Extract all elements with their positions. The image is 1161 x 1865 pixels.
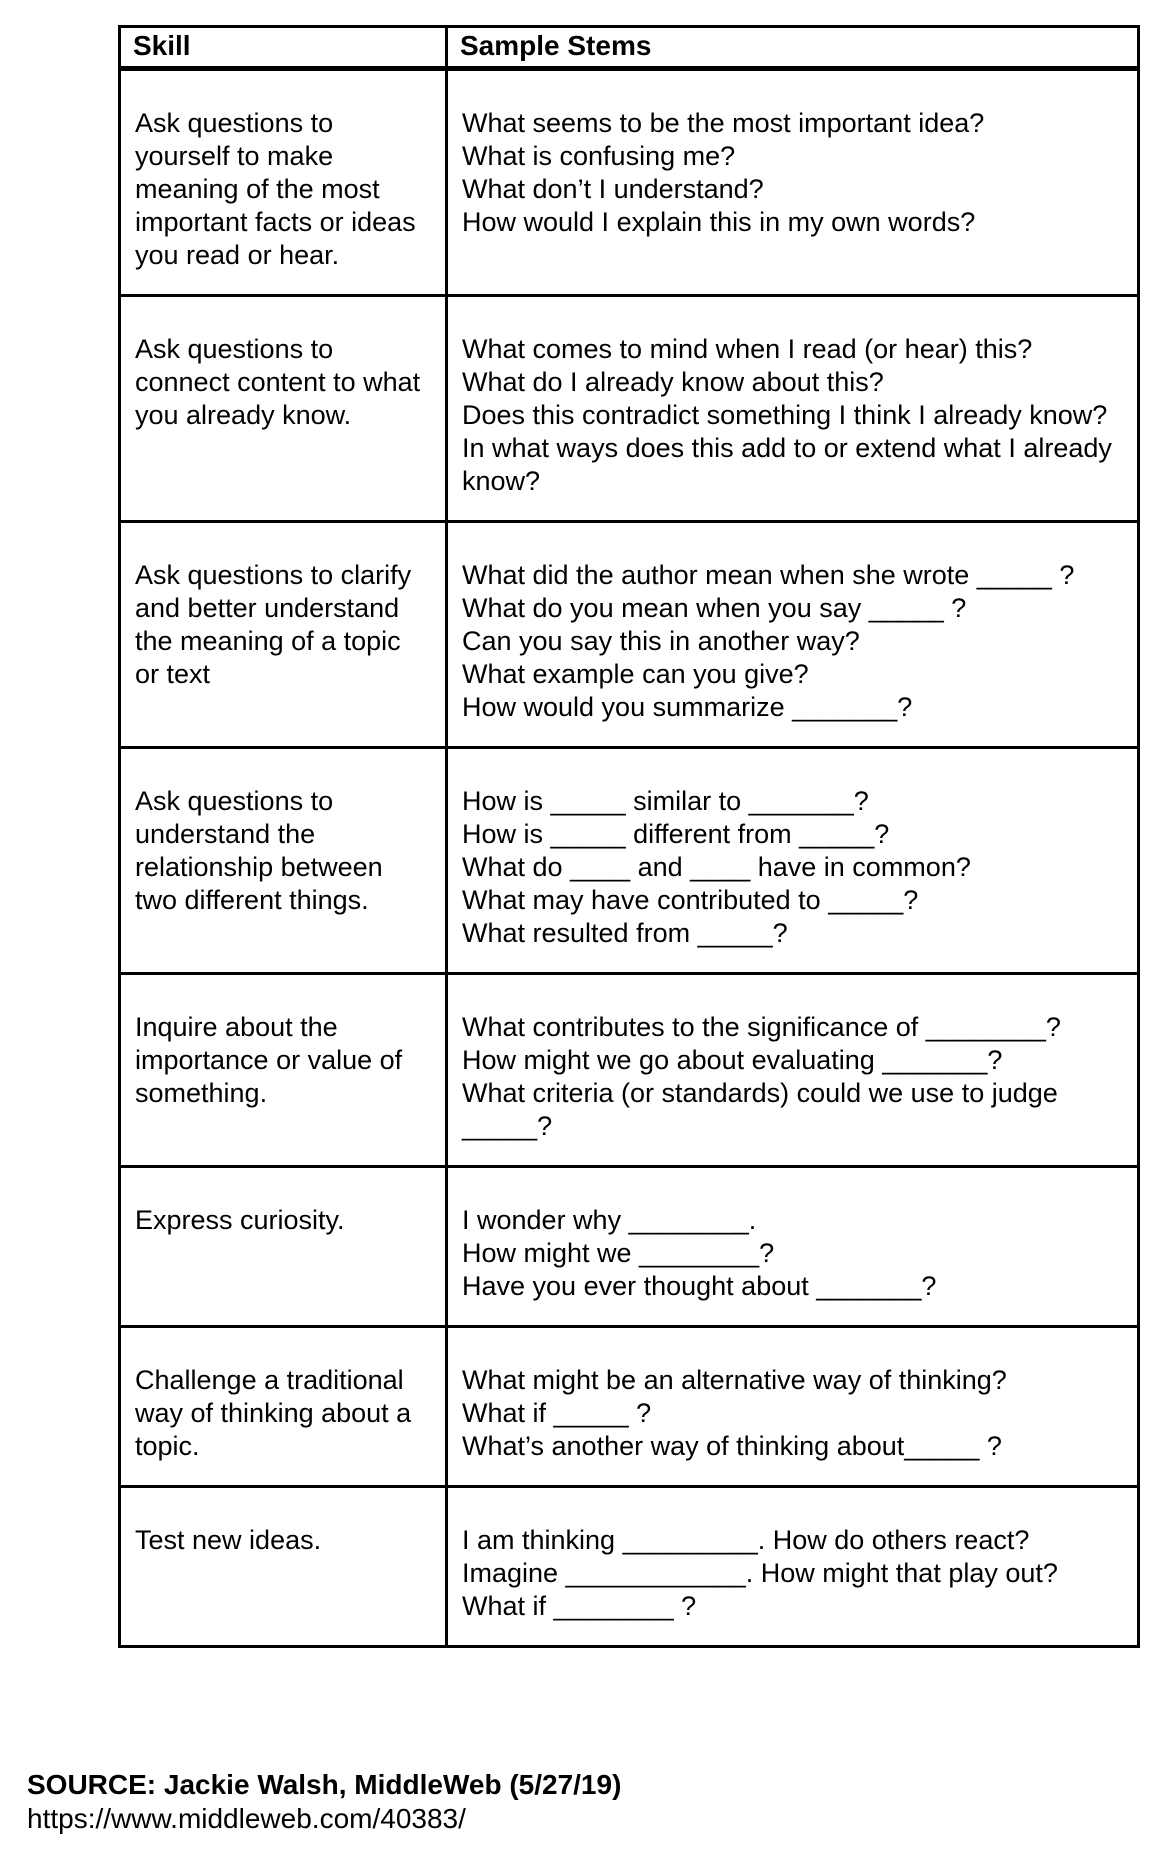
table-row	[120, 1167, 1139, 1327]
table-row	[120, 522, 1139, 748]
stem-line: What if ________ ?	[462, 1591, 697, 1621]
skill-cell: Ask questions to yourself to make meaning of the most important facts or ideas you read or hear.	[120, 69, 447, 296]
stem-line: What do you mean when you say _____ ?	[462, 593, 967, 623]
stem-line: What may have contributed to _____?	[462, 885, 919, 915]
stem-line: What contributes to the significance of ________?	[462, 1012, 1061, 1042]
stem-line: What do I already know about this?	[462, 367, 884, 397]
stems-cell	[447, 1167, 1139, 1327]
stem-line: How would I explain this in my own words?	[462, 207, 976, 237]
header-row	[120, 27, 1139, 69]
source-citation	[27, 1768, 621, 1836]
stems-cell	[447, 296, 1139, 522]
stem-line: How might we ________?	[462, 1238, 775, 1268]
stem-line: Does this contradict something I think I already know?	[462, 400, 1108, 430]
skill-cell: Express curiosity.	[120, 1167, 447, 1327]
stems-cell	[447, 748, 1139, 974]
column-header-sample-stems: Sample Stems	[447, 27, 1139, 69]
stem-line: What might be an alternative way of thinking?	[462, 1365, 1007, 1395]
table-row	[120, 974, 1139, 1167]
table-row	[120, 69, 1139, 296]
stem-line: What example can you give?	[462, 659, 809, 689]
table-header	[120, 27, 1139, 69]
skill-cell: Ask questions to understand the relationship between two different things.	[120, 748, 447, 974]
table-row	[120, 1327, 1139, 1487]
skill-cell: Ask questions to clarify and better understand the meaning of a topic or text	[120, 522, 447, 748]
stem-line: What do ____ and ____ have in common?	[462, 852, 971, 882]
table-body	[120, 69, 1139, 1647]
stem-line: What’s another way of thinking about_____ ?	[462, 1431, 1002, 1461]
skill-stems-table	[118, 25, 1140, 1648]
stems-cell	[447, 1327, 1139, 1487]
skill-cell: Inquire about the importance or value of something.	[120, 974, 447, 1167]
stem-line: What criteria (or standards) could we use to judge _____?	[462, 1078, 1058, 1141]
stem-line: What is confusing me?	[462, 141, 736, 171]
stem-line: I am thinking _________. How do others react?	[462, 1525, 1030, 1555]
stem-line: What resulted from _____?	[462, 918, 788, 948]
skill-cell: Challenge a traditional way of thinking about a topic.	[120, 1327, 447, 1487]
stem-line: In what ways does this add to or extend what I already know?	[462, 433, 1112, 496]
stem-line: What seems to be the most important idea?	[462, 108, 985, 138]
stems-cell	[447, 69, 1139, 296]
stems-cell	[447, 1487, 1139, 1647]
stem-line: I wonder why ________.	[462, 1205, 757, 1235]
stem-line: Have you ever thought about _______?	[462, 1271, 937, 1301]
stem-line: What don’t I understand?	[462, 174, 764, 204]
skill-cell: Test new ideas.	[120, 1487, 447, 1647]
table-row	[120, 296, 1139, 522]
table-row	[120, 1487, 1139, 1647]
stem-line: What if _____ ?	[462, 1398, 652, 1428]
stems-cell	[447, 522, 1139, 748]
stems-cell	[447, 974, 1139, 1167]
table-row	[120, 748, 1139, 974]
stem-line: What comes to mind when I read (or hear) this?	[462, 334, 1033, 364]
stem-line: What did the author mean when she wrote _____ ?	[462, 560, 1075, 590]
stem-line: How is _____ different from _____?	[462, 819, 890, 849]
stem-line: Can you say this in another way?	[462, 626, 860, 656]
source-url: https://www.middleweb.com/40383/	[27, 1803, 466, 1834]
stem-line: How would you summarize _______?	[462, 692, 913, 722]
source-label: SOURCE: Jackie Walsh, MiddleWeb (5/27/19)	[27, 1769, 622, 1800]
stem-line: How might we go about evaluating _______?	[462, 1045, 1003, 1075]
column-header-skill: Skill	[120, 27, 447, 69]
stem-line: Imagine ____________. How might that play out?	[462, 1558, 1058, 1588]
skill-cell: Ask questions to connect content to what you already know.	[120, 296, 447, 522]
stem-line: How is _____ similar to _______?	[462, 786, 869, 816]
